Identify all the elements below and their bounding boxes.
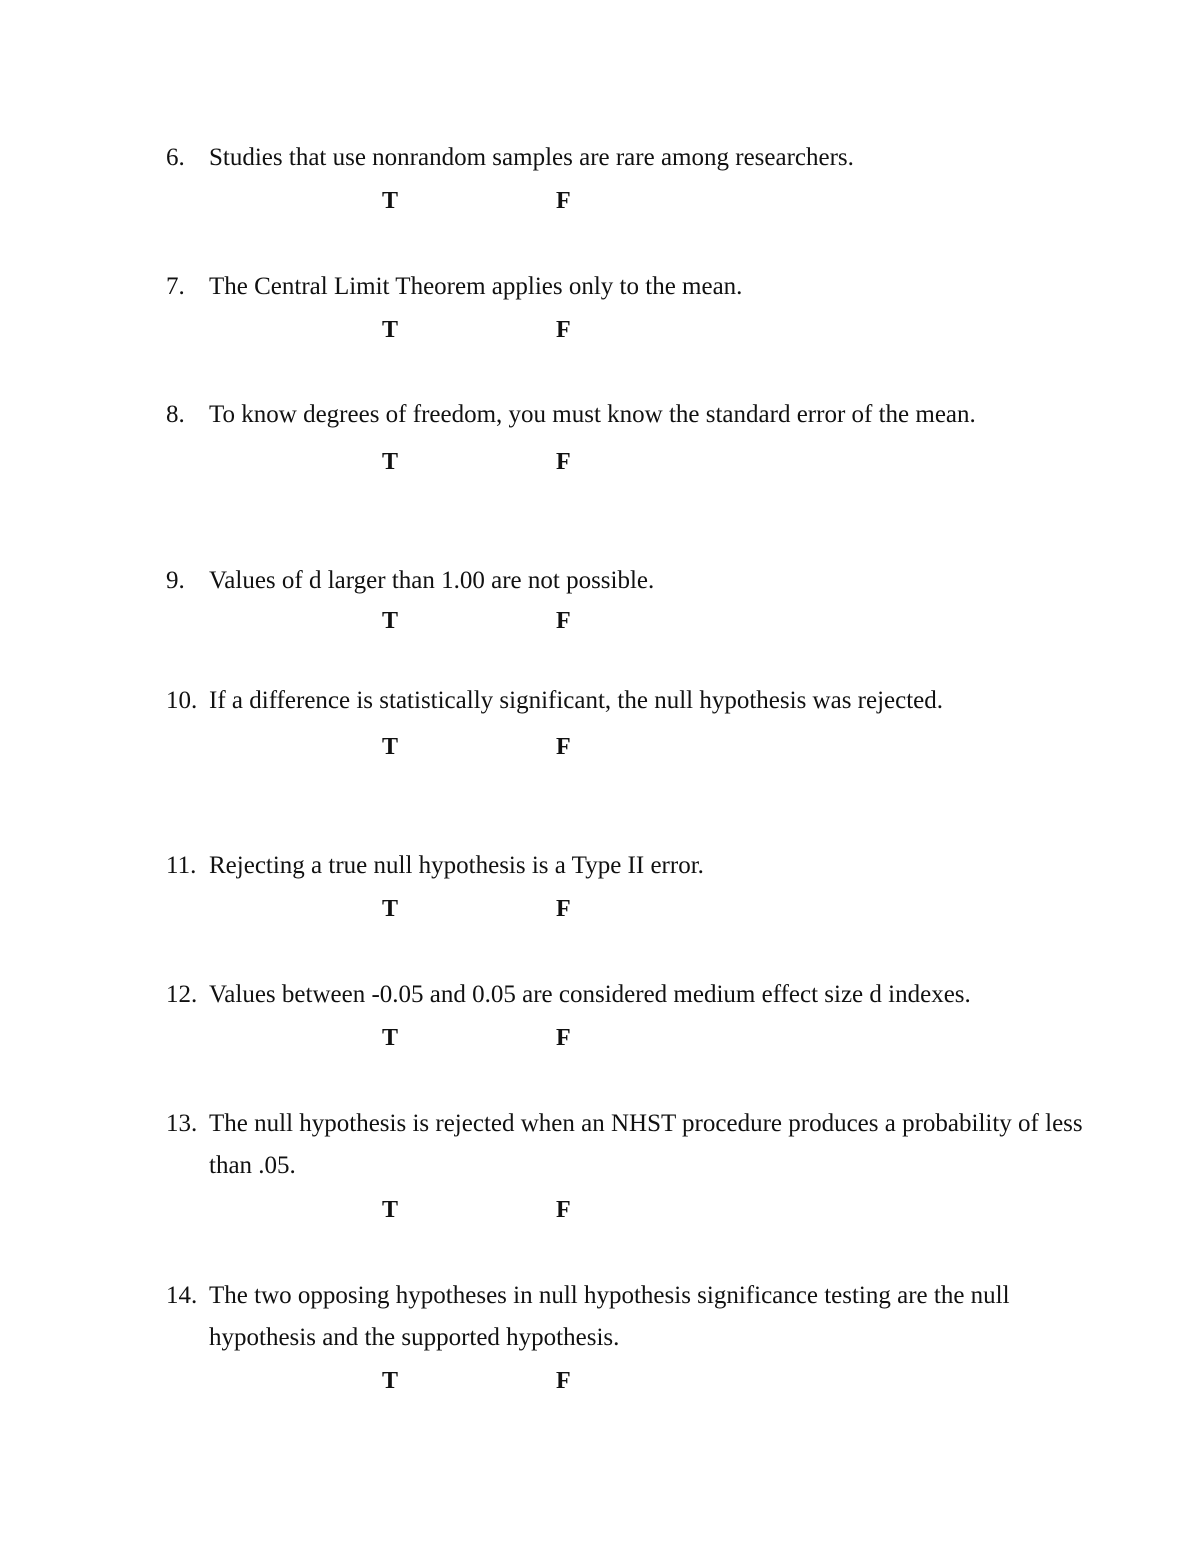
question-text: Values between -0.05 and 0.05 are considered medium effect size d indexes. [209,981,971,1008]
false-option[interactable]: F [556,608,571,634]
false-option[interactable]: F [556,449,571,475]
true-option[interactable]: T [382,734,399,760]
false-option[interactable]: F [556,1368,571,1394]
question-number: 12. [166,981,198,1008]
question-number: 6. [166,144,185,171]
question-number: 9. [166,567,185,594]
question-text: Rejecting a true null hypothesis is a Type II error. [209,852,704,879]
true-option[interactable]: T [382,1025,399,1051]
question-text: To know degrees of freedom, you must know the standard error of the mean. [209,401,976,428]
true-option[interactable]: T [382,608,399,634]
true-option[interactable]: T [382,317,399,343]
true-option[interactable]: T [382,1197,399,1223]
true-option[interactable]: T [382,449,399,475]
question-text: Values of d larger than 1.00 are not possible. [209,567,655,594]
question-text-line-1: The two opposing hypotheses in null hypothesis significance testing are the null [209,1282,1010,1309]
question-text-line-2: than .05. [209,1152,296,1179]
false-option[interactable]: F [556,734,571,760]
question-text: The Central Limit Theorem applies only to the mean. [209,273,743,300]
true-option[interactable]: T [382,1368,399,1394]
question-text: Studies that use nonrandom samples are rare among researchers. [209,144,854,171]
false-option[interactable]: F [556,317,571,343]
true-option[interactable]: T [382,896,399,922]
question-number: 10. [166,687,198,714]
question-number: 8. [166,401,185,428]
false-option[interactable]: F [556,188,571,214]
question-text-line-2: hypothesis and the supported hypothesis. [209,1324,620,1351]
question-number: 7. [166,273,185,300]
question-text-line-1: The null hypothesis is rejected when an NHST procedure produces a probability of less [209,1110,1083,1137]
false-option[interactable]: F [556,1197,571,1223]
question-number: 11. [166,852,197,879]
false-option[interactable]: F [556,896,571,922]
false-option[interactable]: F [556,1025,571,1051]
question-number: 13. [166,1110,198,1137]
question-text: If a difference is statistically significant, the null hypothesis was rejected. [209,687,944,714]
true-option[interactable]: T [382,188,399,214]
question-number: 14. [166,1282,198,1309]
